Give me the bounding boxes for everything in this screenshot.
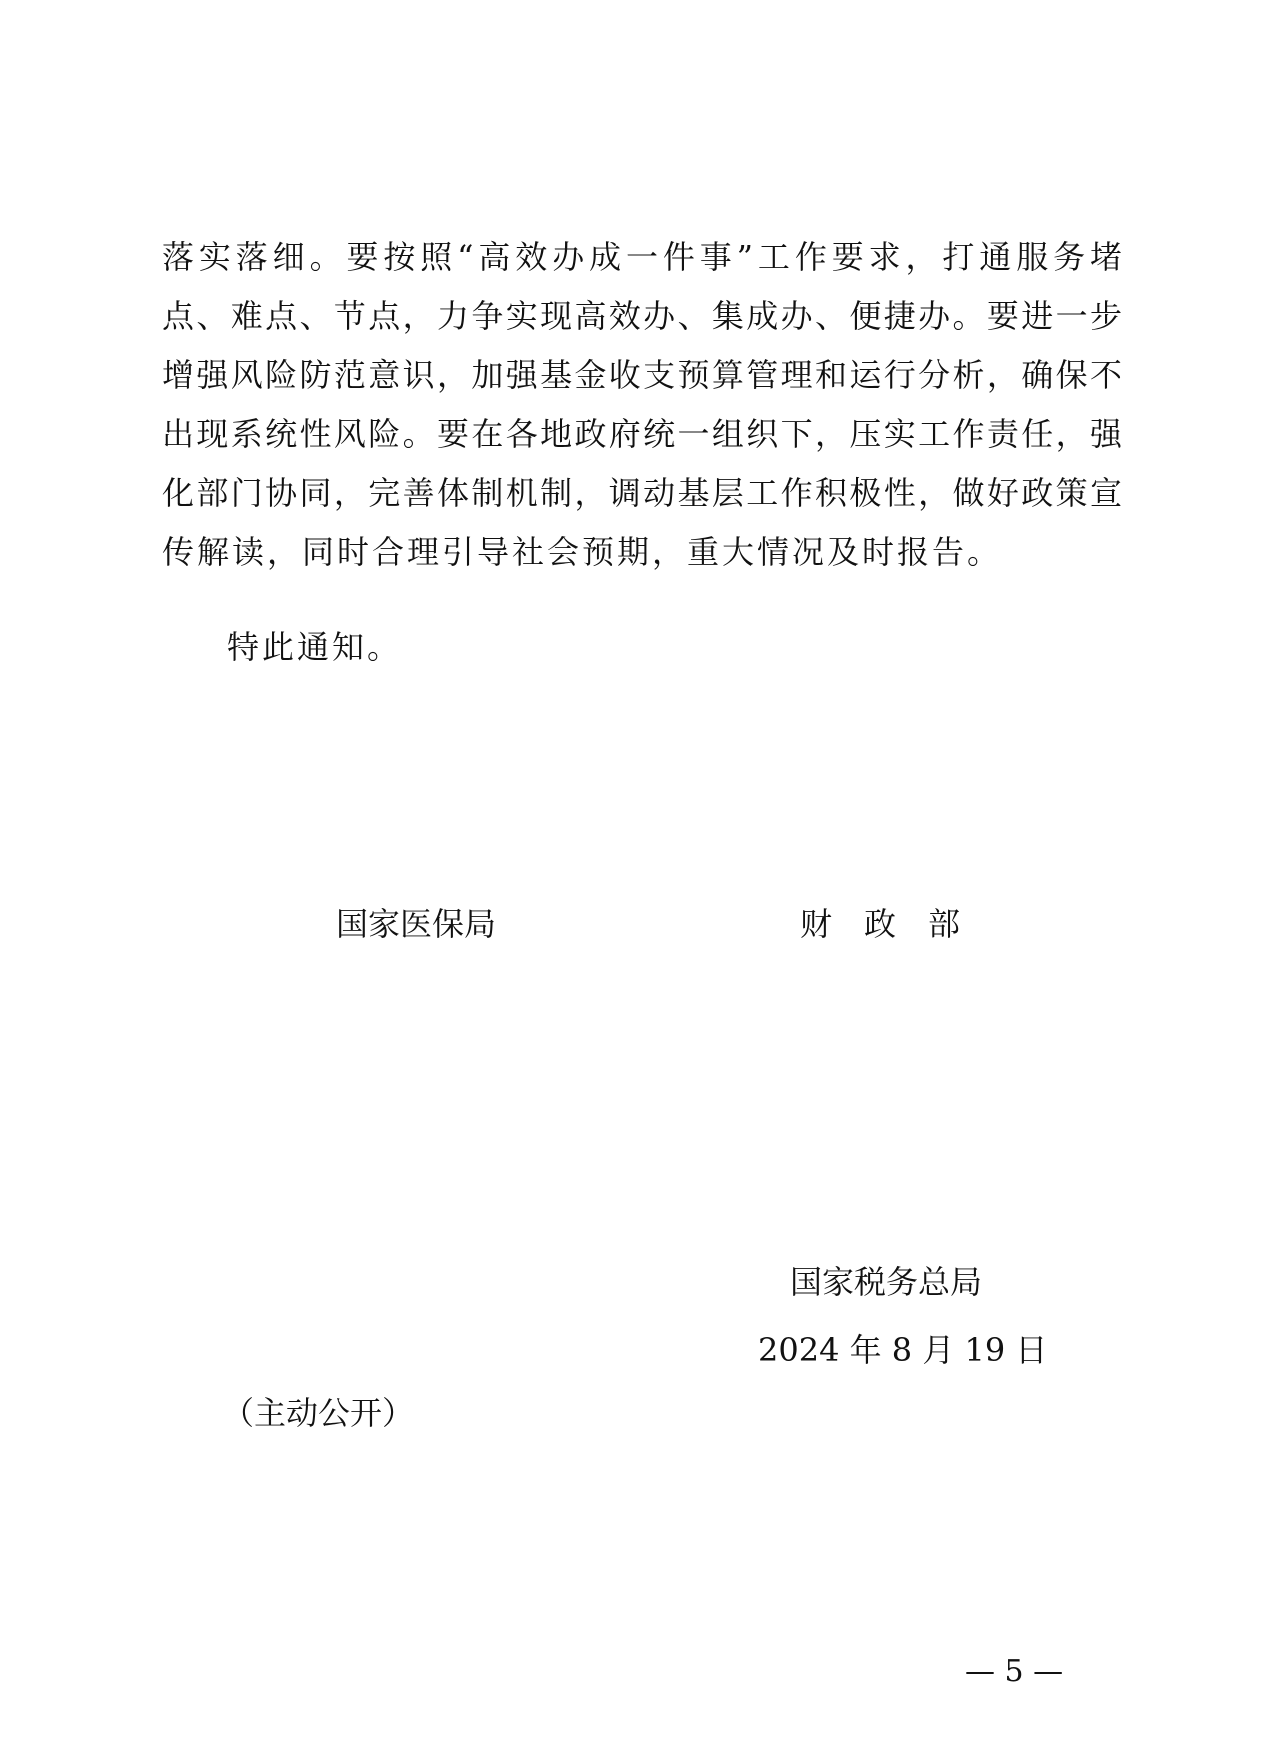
paragraph-line: 传解读，同时合理引导社会预期，重大情况及时报告。 [162,533,1003,571]
paragraph-line: 落实落细。要按照“高效办成一件事”工作要求，打通服务堵 [162,238,1122,276]
page-number: — 5 — [965,1654,1064,1689]
disclosure-status: （主动公开） [222,1394,415,1432]
signatory-ministry-of-finance: 财 政 部 [800,905,961,943]
issue-date: 2024 年 8 月 19 日 [758,1331,1048,1369]
signatory-state-taxation-administration: 国家税务总局 [790,1263,983,1301]
paragraph-line: 点、难点、节点，力争实现高效办、集成办、便捷办。要进一步 [162,297,1122,335]
paragraph-line: 增强风险防范意识，加强基金收支预算管理和运行分析，确保不 [162,356,1122,394]
paragraph-line: 化部门协同，完善体制机制，调动基层工作积极性，做好政策宣 [162,474,1122,512]
signatory-national-healthcare-security-administration: 国家医保局 [336,905,497,943]
closing-statement: 特此通知。 [227,628,403,666]
paragraph-line: 出现系统性风险。要在各地政府统一组织下，压实工作责任，强 [162,415,1122,453]
body-paragraph [162,228,1122,582]
